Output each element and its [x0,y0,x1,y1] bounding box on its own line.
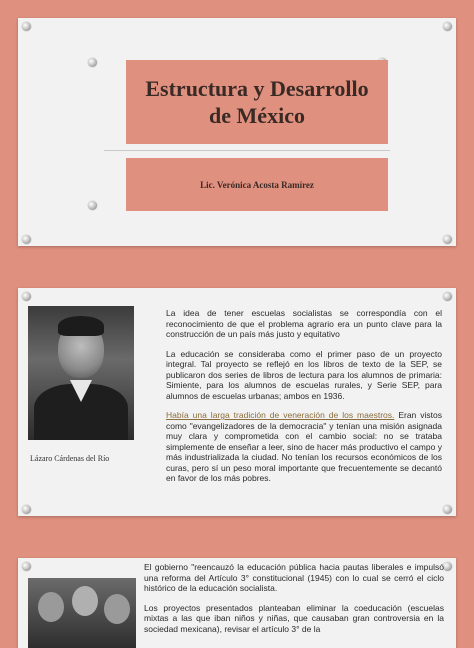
rivet-icon [443,505,452,514]
rivet-icon [22,235,31,244]
paragraph: El gobierno "reencauzó la educación pública hacia pautas liberales e impulsó una reforma del Artículo 3° constitucional (1945) con lo cual se cerró el ciclo histórico de la educación socialista. [144,562,444,593]
paragraph: Los proyectos presentados planteaban eliminar la coeducación (escuelas mixtas a las que iban niños y niñas, que causaban gran controversia en la sociedad mexicana), revisar el artículo 3° de la [144,602,444,634]
rivet-icon [443,292,452,301]
rivet-icon [443,22,452,31]
content-slide-reform [18,558,456,648]
group-photo [28,578,136,648]
paragraph-text: Eran vistos como "evangelizadores de la democracia" y tenían una misión asignada muy clara y comprometida con el cambio social: no se trataba simplemente de enseñar a leer, sino de hacer más productivo el campo y más industrializada la ciudad. No tenían los recursos económicos de los curas, pero sí un peso moral importante que frecuentemente se decantó en favor de los más pobres. [166,410,442,483]
highlight-link[interactable]: Había una larga tradición de veneración de los maestros. [166,410,395,420]
author-name: Lic. Verónica Acosta Ramírez [200,179,314,190]
subtitle-panel [126,158,388,211]
photo-caption: Lázaro Cárdenas del Río [30,454,110,463]
paragraph [166,410,442,484]
rivet-icon [22,22,31,31]
slide-title-line-2: de México [209,103,305,128]
rivet-icon [22,505,31,514]
slide-title-line-1: Estructura y Desarrollo [145,76,369,101]
rivet-icon [22,292,31,301]
divider [104,150,390,151]
rivet-icon [88,58,97,67]
rivet-icon [22,562,31,571]
paragraph: La idea de tener escuelas socialistas se correspondía con el reconocimiento de que el problema agrario era un punto clave para la construcción de un país más justo y equitativo [166,308,442,339]
portrait-photo [28,306,134,440]
slide-text [144,562,444,643]
rivet-icon [443,562,452,571]
slide-text [166,308,442,493]
rivet-icon [443,235,452,244]
rivet-icon [88,201,97,210]
paragraph: La educación se consideraba como el primer paso de un proyecto integral. Tal proyecto se reflejó en los libros de texto de la SEP, se publicaron dos series de libros de lectura para los alumnos de primaria: Simiente, para los alumnos de escuelas rurales, y Serie SEP, para alumnos de escuelas urbanas; ambos en 1936. [166,348,442,401]
title-slide [18,18,456,246]
title-panel [126,60,388,144]
content-slide-cardenas [18,288,456,516]
